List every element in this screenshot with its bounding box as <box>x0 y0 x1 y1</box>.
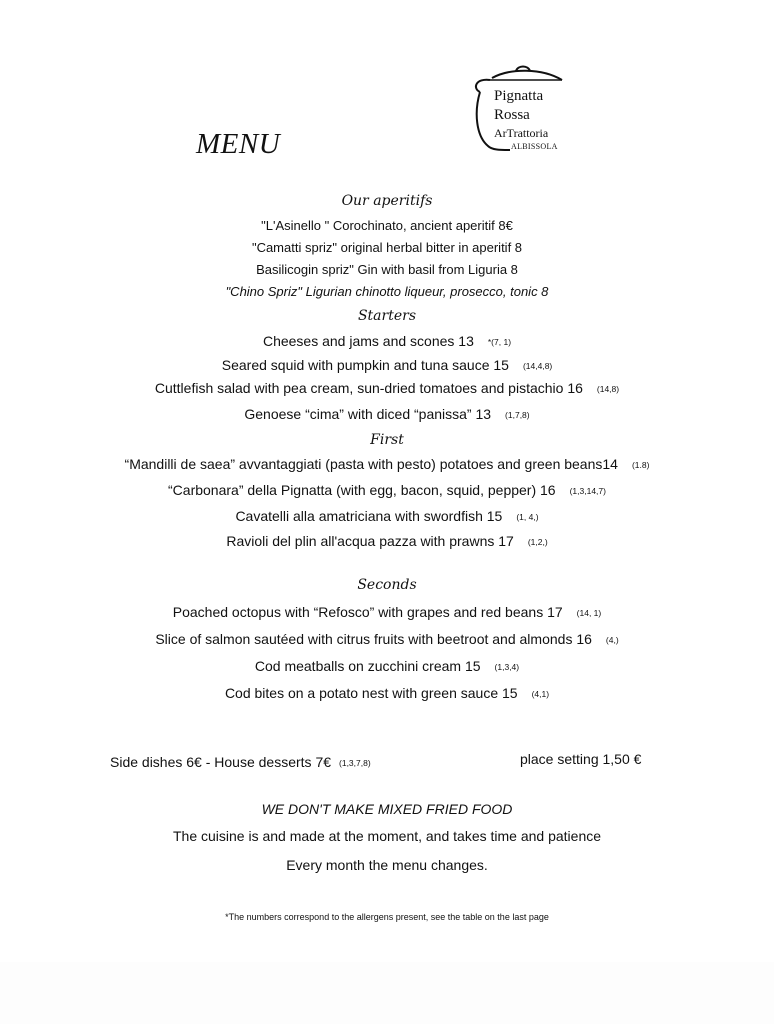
first-course-item <box>0 533 774 549</box>
aperitif-item: "Camatti spriz" original herbal bitter in aperitif 8 <box>251 240 523 255</box>
cuisine-note: The cuisine is and made at the moment, and takes time and patience <box>172 828 602 844</box>
dish-text: “Mandilli de saea” avvantaggiati (pasta with pesto) potatoes and green beans14 <box>124 456 618 472</box>
second-course-item <box>0 604 774 620</box>
section-title-starters: Starters <box>357 308 417 324</box>
logo-name-line-2: Rossa <box>494 107 530 123</box>
dish-text: Cuttlefish salad with pea cream, sun-dried tomatoes and pistachio 16 <box>154 380 583 396</box>
monthly-note: Every month the menu changes. <box>286 857 488 873</box>
dish-text: Seared squid with pumpkin and tuna sauce 15 <box>221 357 509 373</box>
allergen-codes: (14, 1) <box>576 608 602 618</box>
allergen-codes: (1, 4,) <box>516 512 539 522</box>
dish-text: Cheeses and jams and scones 13 <box>262 333 474 349</box>
starter-item <box>0 333 774 349</box>
dish-text: Ravioli del plin all'acqua pazza with prawns 17 <box>226 533 514 549</box>
dish-text: Poached octopus with “Refosco” with grapes and red beans 17 <box>172 604 563 620</box>
starter-item <box>0 380 774 396</box>
allergen-codes: (1,2,) <box>527 537 548 547</box>
sides-text: Side dishes 6€ - House desserts 7€ <box>110 754 332 770</box>
first-course-item <box>0 456 774 472</box>
starter-item <box>0 357 774 373</box>
allergen-codes: (1,3,7,8) <box>339 758 371 768</box>
allergen-codes: (4,1) <box>531 689 550 699</box>
allergen-codes: (1.8) <box>631 460 650 470</box>
allergen-codes: (14,4,8) <box>522 361 553 371</box>
dish-text: Cavatelli alla amatriciana with swordfish 15 <box>235 508 503 524</box>
section-title-first: First <box>370 432 404 448</box>
aperitif-item: "Chino Spriz" Ligurian chinotto liqueur, prosecco, tonic 8 <box>225 284 549 299</box>
place-setting: place setting 1,50 € <box>520 751 642 767</box>
logo-subtitle: ArTrattoria <box>494 126 549 140</box>
allergen-codes: (4,) <box>605 635 619 645</box>
allergen-codes: *(7, 1) <box>487 337 512 347</box>
aperitif-item: "L'Asinello " Corochinato, ancient aperitif 8€ <box>261 218 513 233</box>
dish-text: Genoese “cima” with diced “panissa” 13 <box>244 406 492 422</box>
logo-location: ALBISSOLA <box>511 142 558 151</box>
dish-text: Slice of salmon sautéed with citrus fruits with beetroot and almonds 16 <box>155 631 592 647</box>
section-title-seconds: Seconds <box>357 577 417 593</box>
allergen-footnote: *The numbers correspond to the allergens present, see the table on the last page <box>225 912 549 922</box>
dish-text: Cod bites on a potato nest with green sauce 15 <box>224 685 518 701</box>
allergen-codes: (1,3,4) <box>494 662 520 672</box>
allergen-codes: (1,3,14,7) <box>569 486 606 496</box>
first-course-item <box>0 508 774 524</box>
side-dishes-desserts <box>110 754 371 770</box>
restaurant-logo <box>470 62 570 154</box>
aperitif-item: Basilicogin spriz" Gin with basil from Liguria 8 <box>256 262 518 277</box>
dish-text: Cod meatballs on zucchini cream 15 <box>254 658 481 674</box>
second-course-item <box>0 658 774 674</box>
allergen-codes: (1,7,8) <box>505 410 530 420</box>
page-bottom-margin <box>0 962 774 1024</box>
dish-text: “Carbonara” della Pignatta (with egg, bacon, squid, pepper) 16 <box>168 482 556 498</box>
menu-title: MENU <box>196 128 281 160</box>
no-fried-notice: WE DON'T MAKE MIXED FRIED FOOD <box>261 801 513 817</box>
starter-item <box>0 406 774 422</box>
allergen-codes: (14,8) <box>596 384 620 394</box>
second-course-item <box>0 685 774 701</box>
second-course-item <box>0 631 774 647</box>
section-title-aperitifs: Our aperitifs <box>341 193 433 209</box>
logo-name-line-1: Pignatta <box>494 88 544 104</box>
first-course-item <box>0 482 774 498</box>
